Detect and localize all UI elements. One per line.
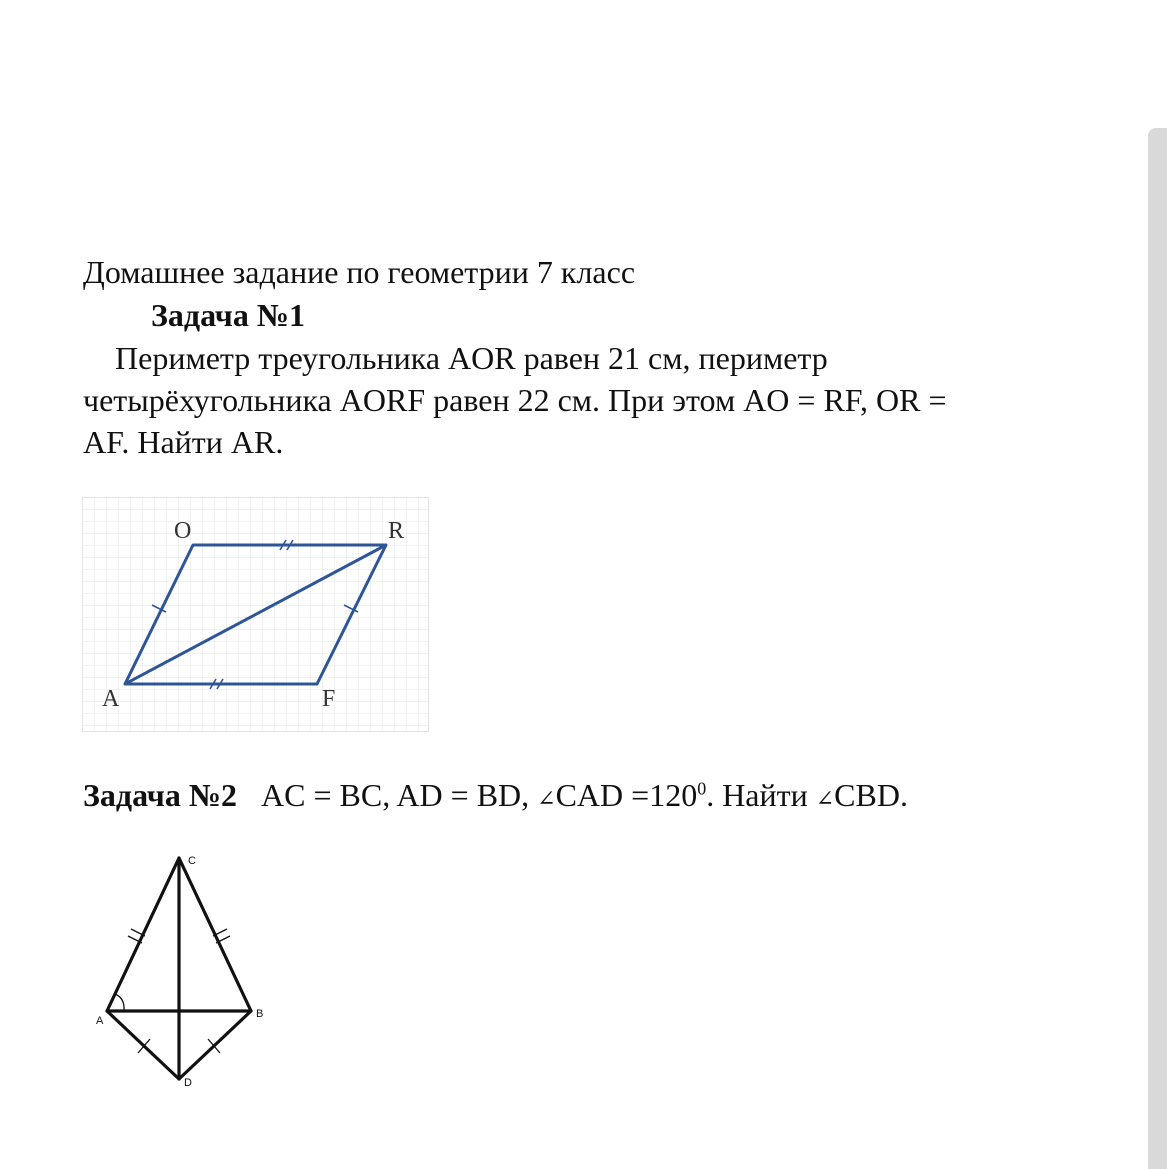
task1-line-1: Периметр треугольника AOR равен 21 см, периметр: [115, 340, 828, 376]
label-r: R: [388, 518, 405, 544]
task1-figure: [82, 497, 429, 732]
label-f: F: [322, 686, 336, 712]
label-a2: A: [96, 1015, 104, 1027]
task1-statement: [83, 337, 1073, 463]
task1-line-2: четырёхугольника AORF равен 22 см. При этом AO = RF, OR =: [83, 382, 947, 418]
angle-symbol: ∠: [537, 786, 556, 811]
task2-text-d: CBD.: [834, 777, 908, 813]
label-d: D: [184, 1077, 192, 1089]
task2-figure: [90, 850, 280, 1095]
task2-text-b: CAD =120: [555, 777, 698, 813]
angle-arc-a: [115, 994, 124, 1011]
task2-heading: Задача №2: [83, 777, 237, 813]
task1-line-3: AF. Найти AR.: [83, 424, 284, 460]
document-title: Домашнее задание по геометрии 7 класс: [83, 254, 636, 290]
degree-superscript: 0: [697, 778, 707, 799]
label-o: O: [174, 518, 192, 544]
task2-statement: [83, 775, 1083, 819]
scrollbar[interactable]: [1148, 128, 1167, 1169]
task1-heading: Задача №1: [151, 297, 305, 333]
label-a: A: [102, 686, 120, 712]
angle-symbol-2: ∠: [815, 786, 835, 811]
task2-text-c: . Найти: [706, 777, 808, 813]
label-c: C: [188, 855, 196, 867]
task2-text-a: AC = BC, AD = BD,: [261, 777, 530, 813]
label-b: B: [256, 1008, 264, 1020]
